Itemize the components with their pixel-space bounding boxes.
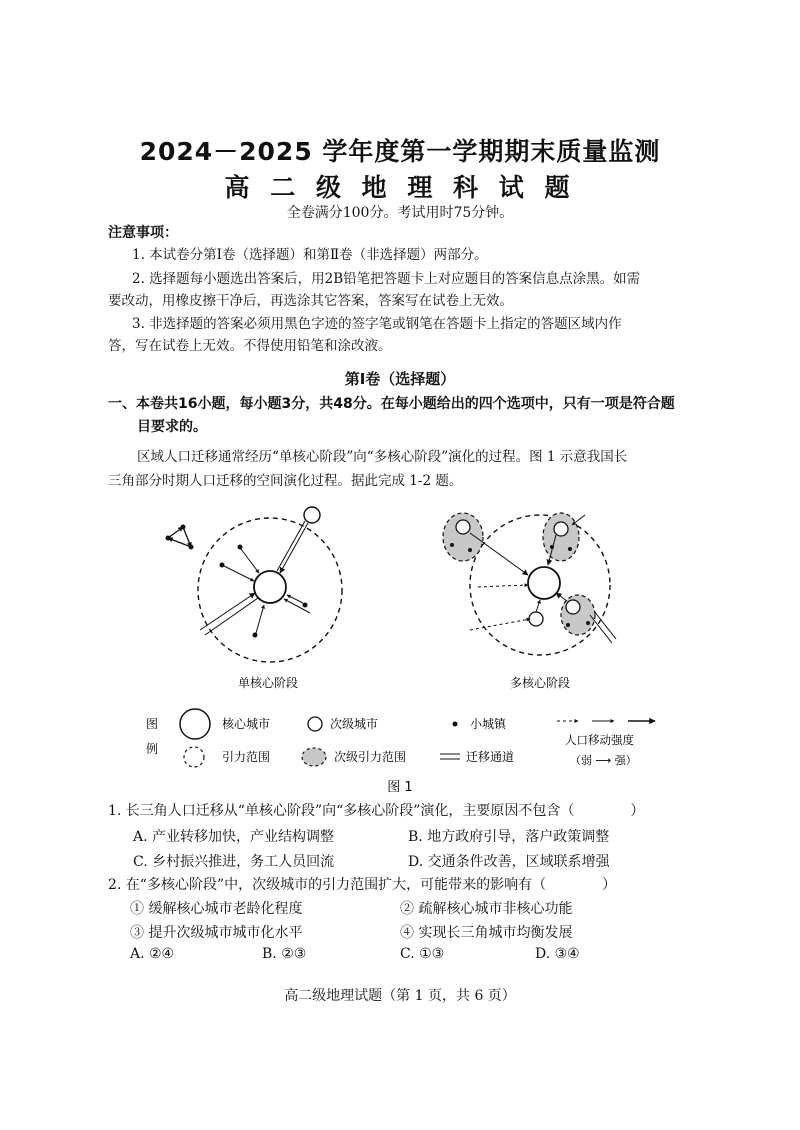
exam-title-line1: 2024－2025 学年度第一学期期末质量监测	[139, 137, 661, 166]
q2-option-d[interactable]: D. ③④	[535, 946, 580, 962]
notice-item-1: 1. 本试卷分第Ⅰ卷（选择题）和第Ⅱ卷（非选择题）两部分。	[132, 247, 488, 263]
q2-option-c[interactable]: C. ①③	[400, 946, 445, 962]
page-footer: 高二级地理试题（第 1 页，共 6 页）	[284, 988, 516, 1004]
figure-1-diagram	[0, 495, 800, 795]
section-title: 第Ⅰ卷（选择题）	[344, 370, 456, 388]
legend-sub-city: 次级城市	[330, 717, 379, 731]
core-city-right	[528, 567, 560, 599]
q1-option-b[interactable]: B. 地方政府引导，落户政策调整	[408, 829, 610, 845]
multi-core-stage-diagram	[443, 513, 616, 655]
legend-intensity-scale: （弱 ⟶ 强）	[570, 754, 637, 767]
question-1-stem: 1. 长三角人口迁移从“单核心阶段”向“多核心阶段”演化，主要原因不包含（ ）	[108, 803, 645, 819]
q2-option-a[interactable]: A. ②④	[130, 946, 175, 962]
notice-item-3-line1: 3. 非选择题的答案必须用黑色字迹的签字笔或钢笔在答题卡上指定的答题区域内作	[132, 316, 622, 332]
q2-statement-3: ③ 提升次级城市城市化水平	[130, 925, 303, 941]
label-multi-core: 多核心阶段	[509, 676, 571, 690]
notice-item-2-line1: 2. 选择题每小题选出答案后，用2B铅笔把答题卡上对应题目的答案信息点涂黑。如需	[132, 271, 641, 287]
legend-sub-attraction: 次级引力范围	[334, 750, 407, 764]
q2-option-b[interactable]: B. ②③	[262, 946, 307, 962]
legend-attraction-symbol	[184, 747, 204, 767]
exam-title-line2: 高 二 级 地 理 科 试 题	[224, 173, 576, 202]
section-instruction-line2: 目要求的。	[137, 419, 207, 435]
question-2-stem: 2. 在“多核心阶段”中，次级城市的引力范围扩大，可能带来的影响有（ ）	[108, 877, 617, 893]
section-instruction-line1: 一、本卷共16小题，每小题3分，共48分。在每小题给出的四个选项中，只有一项是符合题	[108, 396, 675, 412]
legend-sub-city-symbol	[308, 717, 322, 731]
single-core-stage-diagram	[166, 507, 343, 662]
core-city-left	[254, 571, 286, 603]
legend-small-town-symbol	[453, 722, 458, 727]
exam-subtitle: 全卷满分100分。考试用时75分钟。	[286, 205, 514, 221]
legend-core-city: 核心城市	[222, 717, 271, 731]
q2-statement-2: ② 疏解核心城市非核心功能	[400, 901, 573, 917]
notice-item-2-line2: 要改动，用橡皮擦干净后，再选涂其它答案，答案写在试卷上无效。	[108, 293, 513, 309]
notice-heading: 注意事项：	[108, 225, 178, 241]
legend-channel: 迁移通道	[466, 750, 515, 764]
legend-attraction: 引力范围	[222, 750, 271, 764]
q1-option-d[interactable]: D. 交通条件改善，区域联系增强	[408, 854, 610, 870]
q1-option-c[interactable]: C. 乡村振兴推进，务工人员回流	[133, 854, 335, 870]
sub-city-left	[304, 507, 320, 523]
sub-attraction-range-3	[561, 595, 595, 635]
sub-attraction-range-2	[543, 513, 579, 561]
legend-li: 例	[146, 742, 159, 756]
q2-statement-1: ① 缓解核心城市老龄化程度	[130, 901, 303, 917]
legend	[146, 709, 655, 767]
legend-core-city-symbol	[180, 709, 210, 739]
legend-intensity: 人口移动强度	[565, 733, 634, 747]
figure-caption: 图 1	[387, 780, 413, 795]
notice-item-3-line2: 答，写在试卷上无效。不得使用铅笔和涂改液。	[108, 338, 392, 354]
town-triangle	[166, 525, 194, 550]
q2-statement-4: ④ 实现长三角城市均衡发展	[400, 925, 573, 941]
intro-line2: 三角部分时期人口迁移的空间演化过程。据此完成 1-2 题。	[108, 473, 463, 489]
legend-small-town: 小城镇	[470, 717, 507, 731]
label-single-core: 单核心阶段	[237, 676, 299, 690]
q1-option-a[interactable]: A. 产业转移加快，产业结构调整	[133, 829, 335, 845]
legend-tu: 图	[146, 717, 159, 731]
intro-line1: 区域人口迁移通常经历“单核心阶段”向“多核心阶段”演化的过程。图 1 示意我国长	[137, 449, 628, 465]
legend-sub-attraction-symbol	[302, 748, 326, 766]
